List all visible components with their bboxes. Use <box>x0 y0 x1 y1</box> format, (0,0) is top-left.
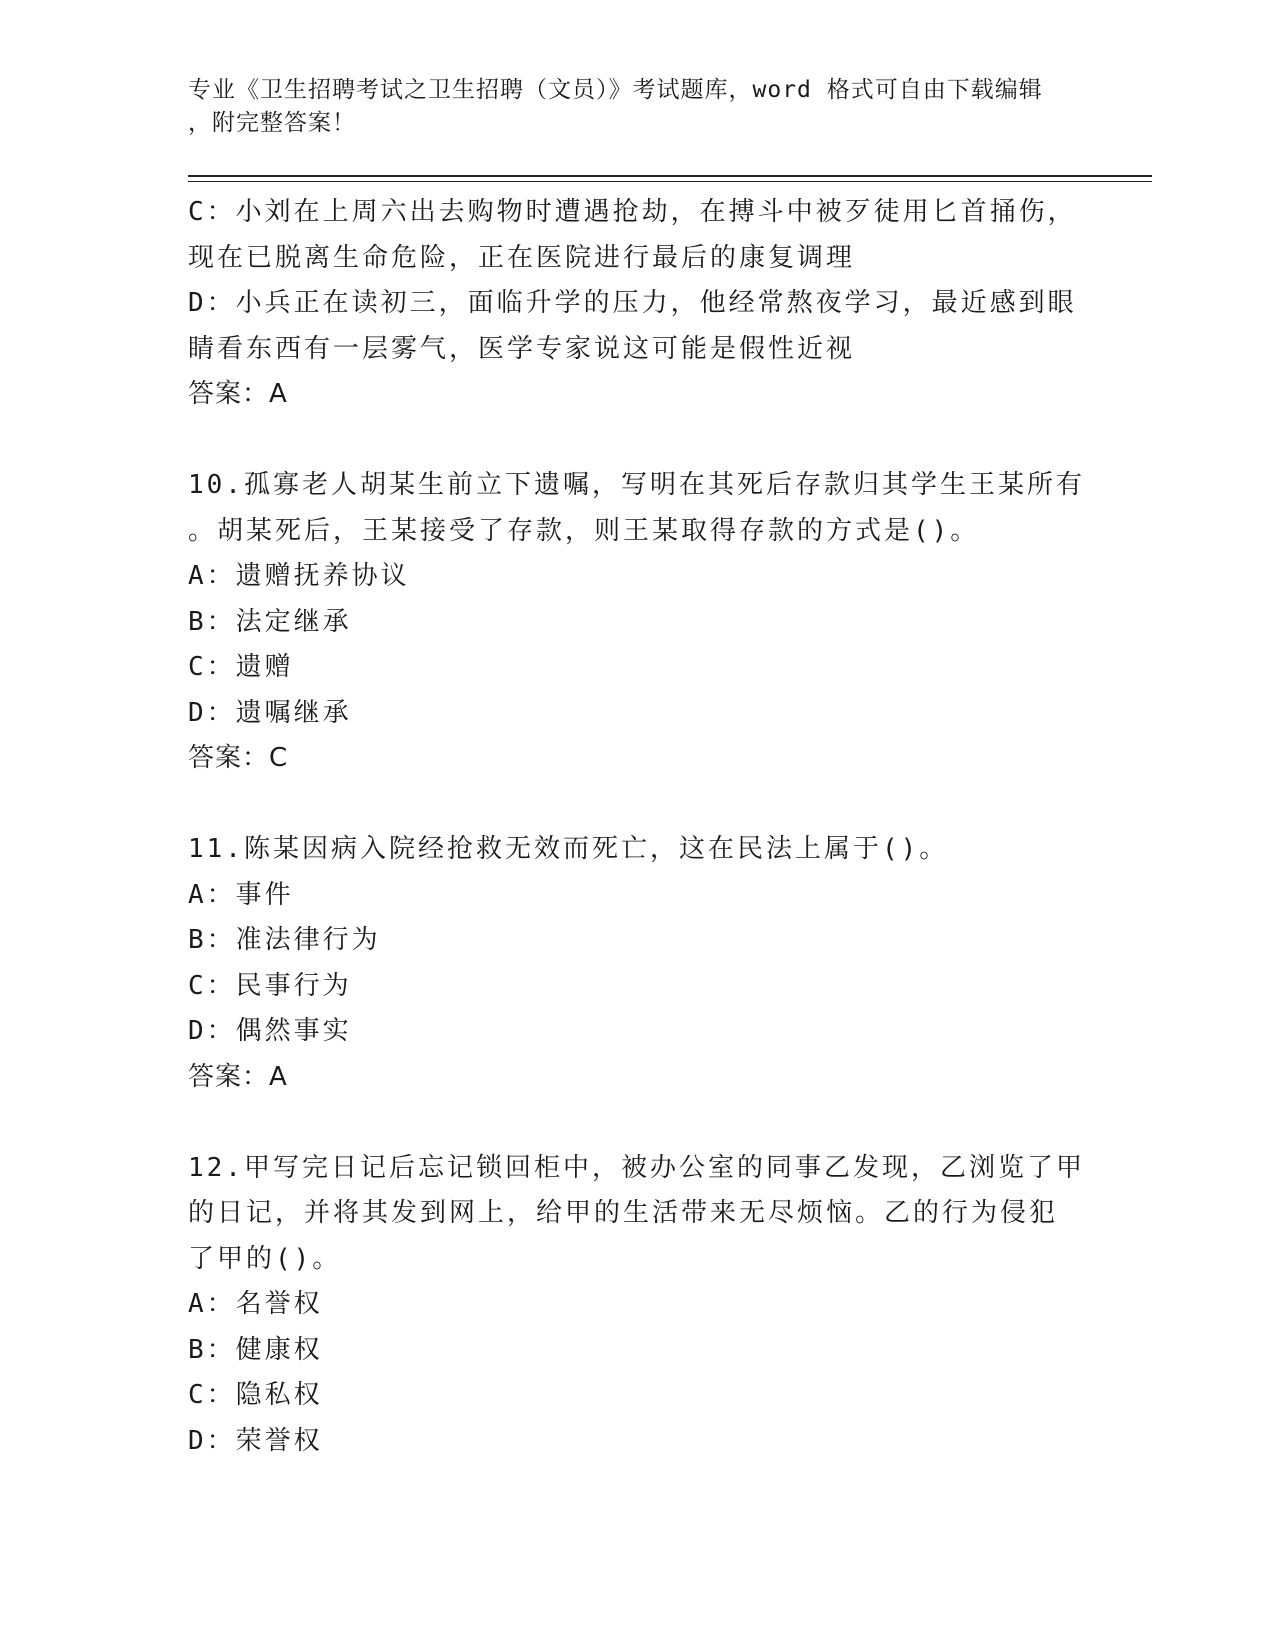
option-c-line-1: C：小刘在上周六出去购物时遭遇抢劫，在搏斗中被歹徒用匕首捅伤， <box>188 197 1077 227</box>
question-stem-line-1: 12.甲写完日记后忘记锁回柜中，被办公室的同事乙发现，乙浏览了甲 <box>188 1152 1085 1183</box>
header-line-1: 专业《卫生招聘考试之卫生招聘（文员）》考试题库，word 格式可自由下载编辑 <box>188 77 1043 103</box>
option-b: B：健康权 <box>188 1334 323 1365</box>
question-content <box>188 190 1088 1464</box>
question-stem-line-1: 11.陈某因病入院经抢救无效而死亡，这在民法上属于()。 <box>188 834 949 864</box>
answer-line: 答案：A <box>188 1061 288 1092</box>
option-d: D：荣誉权 <box>188 1425 323 1456</box>
option-a: A：遗赠抚养协议 <box>188 561 410 591</box>
option-d: D：遗嘱继承 <box>188 697 352 728</box>
option-b: B：法定继承 <box>188 606 352 637</box>
option-b: B：准法律行为 <box>188 925 381 955</box>
option-a: A：名誉权 <box>188 1289 323 1319</box>
question-stem-line-2: 的日记，并将其发到网上，给甲的生活带来无尽烦恼。乙的行为侵犯 <box>188 1198 1059 1228</box>
option-c: C：遗赠 <box>188 652 294 682</box>
answer-line: 答案：A <box>188 379 288 409</box>
option-d-line-1: D：小兵正在读初三，面临升学的压力，他经常熬夜学习，最近感到眼 <box>188 288 1077 318</box>
question-10 <box>188 463 1088 782</box>
header-divider-thin <box>188 181 1152 182</box>
option-d: D：偶然事实 <box>188 1016 352 1046</box>
question-stem-line-2: 。胡某死后，王某接受了存款，则王某取得存款的方式是()。 <box>188 515 980 546</box>
document-header <box>188 74 1068 140</box>
option-c: C：隐私权 <box>188 1380 323 1410</box>
question-11 <box>188 827 1088 1100</box>
question-12 <box>188 1146 1088 1465</box>
answer-line: 答案：C <box>188 743 289 773</box>
spacer <box>188 782 1088 828</box>
header-line-2: ，附完整答案！ <box>188 110 356 136</box>
option-c-line-2: 现在已脱离生命危险，正在医院进行最后的康复调理 <box>188 242 856 273</box>
question-stem-line-1: 10.孤寡老人胡某生前立下遗嘱，写明在其死后存款归其学生王某所有 <box>188 470 1085 500</box>
option-d-line-2: 睛看东西有一层雾气，医学专家说这可能是假性近视 <box>188 333 856 364</box>
spacer <box>188 1100 1088 1146</box>
header-divider-thick <box>188 175 1152 177</box>
option-c: C：民事行为 <box>188 970 352 1001</box>
option-a: A：事件 <box>188 879 294 910</box>
question-9-continuation <box>188 190 1088 418</box>
spacer <box>188 418 1088 464</box>
question-stem-line-3: 了甲的()。 <box>188 1243 342 1274</box>
